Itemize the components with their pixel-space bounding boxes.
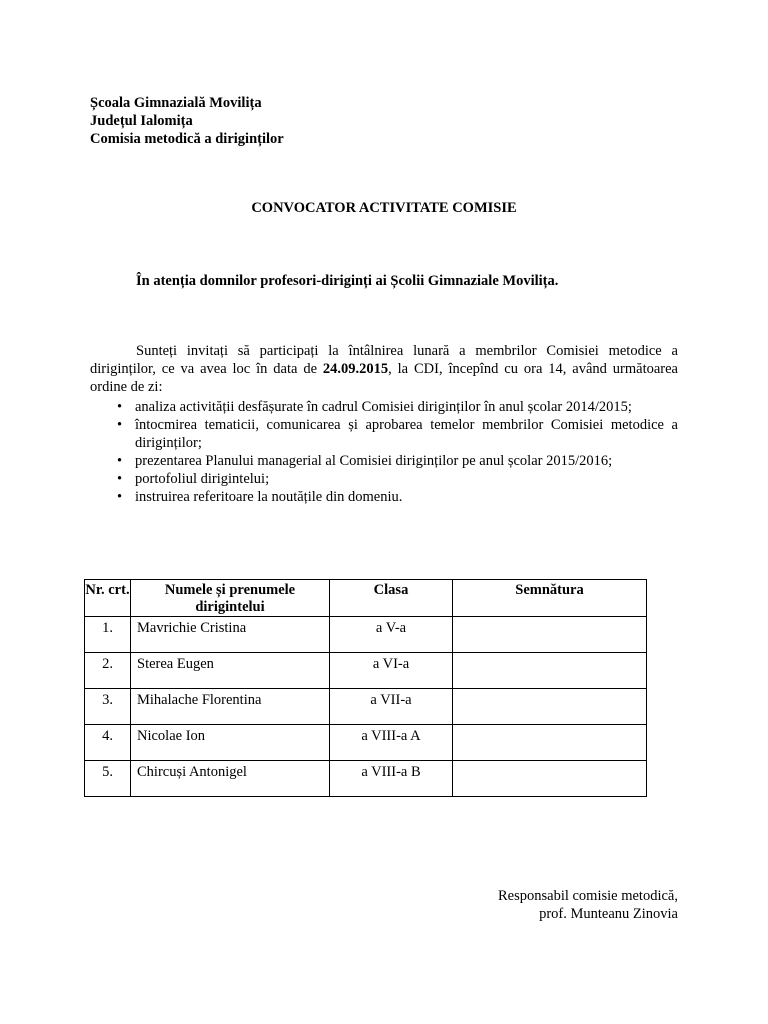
intro-text-after: , la CDI, începînd cu ora 14, având următoarea ordine de zi: bbox=[90, 361, 678, 395]
cell-signature[interactable] bbox=[453, 725, 647, 761]
agenda-item-text: prezentarea Planului managerial al Comisiei diriginților pe anul școlar 2015/2016; bbox=[135, 453, 613, 469]
cell-class: a VIII-a B bbox=[330, 761, 453, 797]
table-row bbox=[85, 725, 647, 761]
cell-signature[interactable] bbox=[453, 653, 647, 689]
bullet-icon: • bbox=[117, 399, 123, 415]
agenda-item bbox=[90, 416, 678, 452]
cell-signature[interactable] bbox=[453, 617, 647, 653]
meeting-date: 24.09.2015 bbox=[322, 361, 389, 377]
agenda-item bbox=[90, 488, 678, 506]
table-row bbox=[85, 653, 647, 689]
attention-line: În atenția domnilor profesori-diriginți ai Școlii Gimnaziale Movilița. bbox=[136, 273, 559, 289]
bullet-icon: • bbox=[117, 471, 123, 487]
cell-signature[interactable] bbox=[453, 761, 647, 797]
attendance-table bbox=[84, 579, 647, 797]
cell-name: Chircuși Antonigel bbox=[131, 761, 330, 797]
table-row bbox=[85, 689, 647, 725]
agenda-item bbox=[90, 398, 678, 416]
cell-class: a V-a bbox=[330, 617, 453, 653]
cell-name: Sterea Eugen bbox=[131, 653, 330, 689]
cell-class: a VIII-a A bbox=[330, 725, 453, 761]
signature-name: prof. Munteanu Zinovia bbox=[539, 906, 678, 922]
cell-name: Nicolae Ion bbox=[131, 725, 330, 761]
agenda-item-text: analiza activității desfășurate în cadrul Comisiei diriginților în anul școlar 2014/2015; bbox=[135, 399, 632, 415]
bullet-icon: • bbox=[117, 417, 123, 433]
cell-class: a VII-a bbox=[330, 689, 453, 725]
cell-nr: 3. bbox=[85, 689, 131, 725]
col-header-name: Numele și prenumele dirigintelui bbox=[131, 580, 330, 617]
table-header-row bbox=[85, 580, 647, 617]
signature-role: Responsabil comisie metodică, bbox=[497, 888, 678, 904]
bullet-icon: • bbox=[117, 489, 123, 505]
table-row bbox=[85, 617, 647, 653]
cell-name: Mihalache Florentina bbox=[131, 689, 330, 725]
cell-signature[interactable] bbox=[453, 689, 647, 725]
cell-nr: 2. bbox=[85, 653, 131, 689]
agenda-item-text: întocmirea tematicii, comunicarea și aprobarea temelor membrilor Comisiei metodice a diriginților; bbox=[135, 417, 678, 451]
bullet-icon: • bbox=[117, 453, 123, 469]
intro-text-before: Sunteți invitați să participați la întâlnirea lunară a membrilor Comisiei metodice a diriginților, ce va avea loc în data de bbox=[90, 343, 678, 377]
agenda-item bbox=[90, 452, 678, 470]
cell-name: Mavrichie Cristina bbox=[131, 617, 330, 653]
commission-name: Comisia metodică a diriginților bbox=[90, 131, 284, 147]
document-title: CONVOCATOR ACTIVITATE COMISIE bbox=[251, 200, 517, 216]
intro-paragraph bbox=[90, 342, 678, 396]
agenda-item bbox=[90, 470, 678, 488]
col-header-nr: Nr. crt. bbox=[85, 580, 131, 617]
school-name: Școala Gimnazială Movilița bbox=[90, 95, 262, 111]
cell-class: a VI-a bbox=[330, 653, 453, 689]
county-name: Județul Ialomița bbox=[90, 113, 193, 129]
agenda-item-text: portofoliul dirigintelui; bbox=[135, 471, 270, 487]
cell-nr: 4. bbox=[85, 725, 131, 761]
agenda-list bbox=[90, 398, 678, 506]
cell-nr: 5. bbox=[85, 761, 131, 797]
agenda-item-text: instruirea referitoare la noutățile din domeniu. bbox=[135, 489, 403, 505]
cell-nr: 1. bbox=[85, 617, 131, 653]
table-row bbox=[85, 761, 647, 797]
col-header-class: Clasa bbox=[330, 580, 453, 617]
col-header-signature: Semnătura bbox=[453, 580, 647, 617]
